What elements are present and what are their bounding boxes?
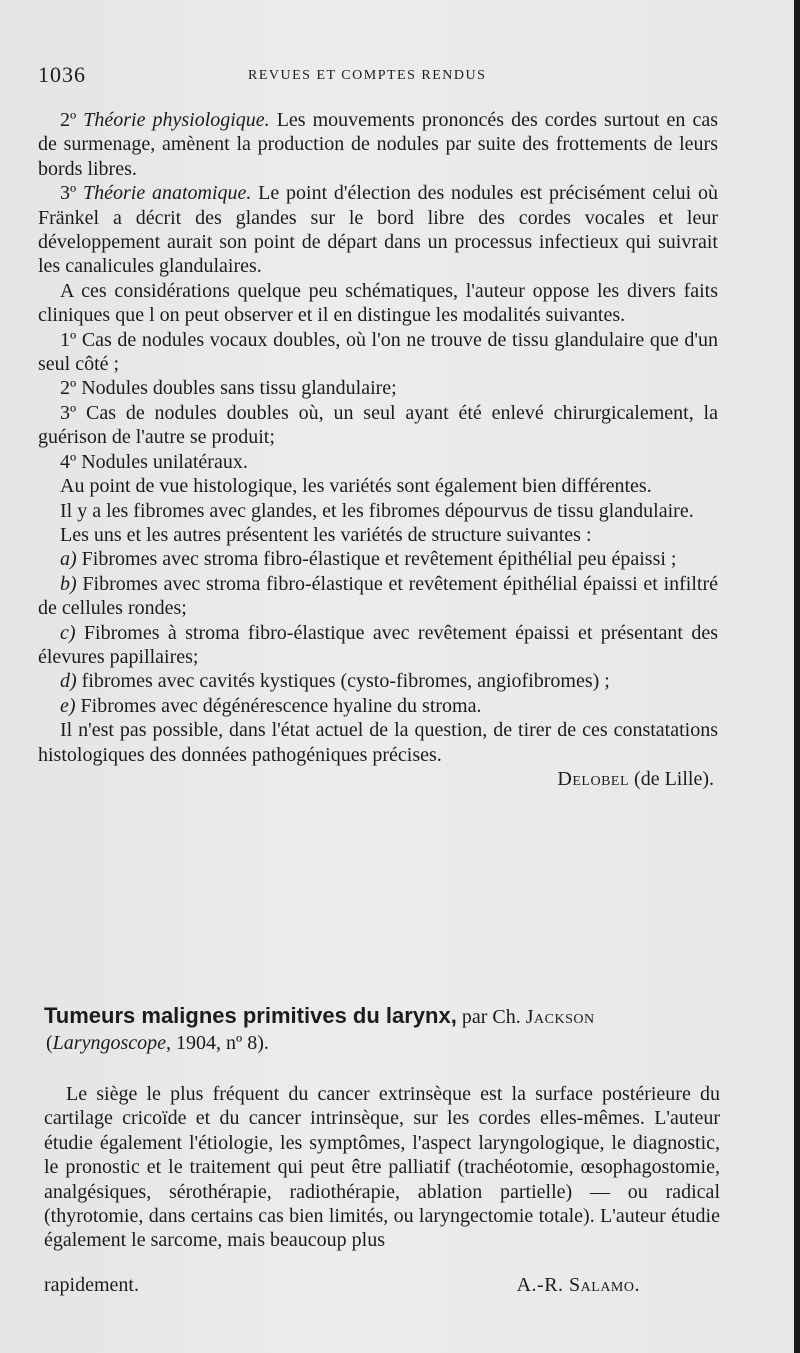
reference-details: , 1904, nº 8).	[166, 1032, 269, 1054]
paragraph-fibromes: Il y a les fibromes avec glandes, et les fibromes dépourvus de tissu glandulaire.	[60, 499, 694, 522]
paragraph-considerations: A ces considérations quelque peu schématiques, l'auteur oppose les divers faits cliniques que l on peut observer et il en distingue les modalités suivantes.	[38, 279, 718, 327]
list-item-1: 1º Cas de nodules vocaux doubles, où l'on ne trouve de tissu glandulaire que d'un seul côté ;	[38, 328, 718, 376]
signature-name: Delobel	[557, 767, 630, 790]
variety-label: a)	[60, 548, 77, 571]
article-reference: (Laryngoscope, 1904, nº 8).	[46, 1032, 269, 1054]
variety-text: Fibromes à stroma fibro-élastique avec revêtement épaissi et présentant des élevures papillaires;	[38, 621, 718, 668]
signature-salamo: A.-R. Salamo.	[516, 1273, 640, 1296]
page-edge-shadow	[794, 0, 800, 1353]
paragraph-text: Les mouvements prononcés des cordes surtout en cas de surmenage, amènent la production de nodules par suite des frottements de leurs bords libres.	[38, 109, 718, 180]
variety-label: e)	[60, 694, 76, 717]
variety-label: b)	[60, 572, 77, 595]
article-body-nodules	[38, 108, 718, 791]
theory-heading: Théorie physiologique.	[83, 109, 270, 131]
paragraph-theory-anatomical	[38, 181, 718, 279]
variety-text: Fibromes avec stroma fibro-élastique et revêtement épithélial peu épaissi ;	[76, 548, 677, 571]
article-title: Tumeurs malignes primitives du larynx,	[44, 1003, 457, 1028]
variety-e	[38, 694, 718, 718]
journal-name: Laryngoscope	[52, 1032, 166, 1054]
paragraph-conclusion: Il n'est pas possible, dans l'état actuel de la question, de tirer de ces constatations histologiques des données pathogéniques précises.	[38, 719, 718, 766]
signature-place: (de Lille).	[629, 767, 714, 790]
list-item-4: 4º Nodules unilatéraux.	[60, 450, 248, 473]
running-title: REVUES ET COMPTES RENDUS	[248, 68, 487, 83]
variety-c	[38, 621, 718, 670]
closing-word: rapidement.	[44, 1273, 139, 1296]
variety-d	[38, 669, 718, 693]
variety-label: d)	[60, 670, 77, 693]
theory-heading: Théorie anatomique.	[82, 182, 252, 205]
paragraph-number: 3º	[60, 182, 77, 205]
variety-label: c)	[60, 621, 76, 644]
signature-delobel	[38, 767, 718, 791]
article-paragraph: Le siège le plus fréquent du cancer extrinsèque est la surface postérieure du cartilage cricoïde et du cancer intrinsèque, sur les cordes elles-mêmes. L'auteur étudie également l'étiologie, les symptômes, l'aspect laryngologique, le diagnostic, le pronostic et le traitement qui peut être palliatif (trachéotomie, œsophagostomie, analgésiques, sérothérapie, radiothérapie, ablation partielle) — ou radical (thyrotomie, dans certains cas bien limités, ou laryngectomie totale). L'auteur étudie également le sarcome, mais beaucoup plus	[44, 1083, 720, 1252]
article-author: Jackson	[525, 1006, 595, 1028]
article-closing-line	[44, 1273, 720, 1297]
article-text	[44, 1082, 720, 1297]
paragraph-varieties: Les uns et les autres présentent les variétés de structure suivantes :	[60, 523, 592, 546]
variety-a	[38, 547, 718, 571]
article-title-line	[44, 1003, 720, 1030]
variety-text: Fibromes avec stroma fibro-élastique et revêtement épithélial épaissi et infiltré de cellules rondes;	[38, 572, 718, 620]
paragraph-histology: Au point de vue histologique, les variétés sont également bien différentes.	[60, 475, 652, 498]
variety-b	[38, 572, 718, 621]
page-number: 1036	[38, 62, 86, 87]
list-item-2: 2º Nodules doubles sans tissu glandulaire;	[60, 377, 397, 400]
article-by: par Ch.	[456, 1006, 526, 1028]
variety-text: fibromes avec cavités kystiques (cysto-fibromes, angiofibromes) ;	[76, 670, 610, 693]
paragraph-text: Le point d'élection des nodules est précisément celui où Fränkel a décrit des glandes sur le bord libre des cordes vocales et leur développement aurait son point de départ dans un processus infectieux qui suivrait les canalicules glandulaires.	[38, 182, 719, 278]
variety-text: Fibromes avec dégénérescence hyaline du stroma.	[75, 694, 482, 717]
list-item-3: 3º Cas de nodules doubles où, un seul ayant été enlevé chirurgicalement, la guérison de l'autre se produit;	[38, 401, 718, 449]
article-larynx-tumors	[44, 1003, 720, 1297]
paragraph-theory-physiological	[38, 108, 718, 181]
paragraph-number: 2º	[60, 109, 77, 131]
